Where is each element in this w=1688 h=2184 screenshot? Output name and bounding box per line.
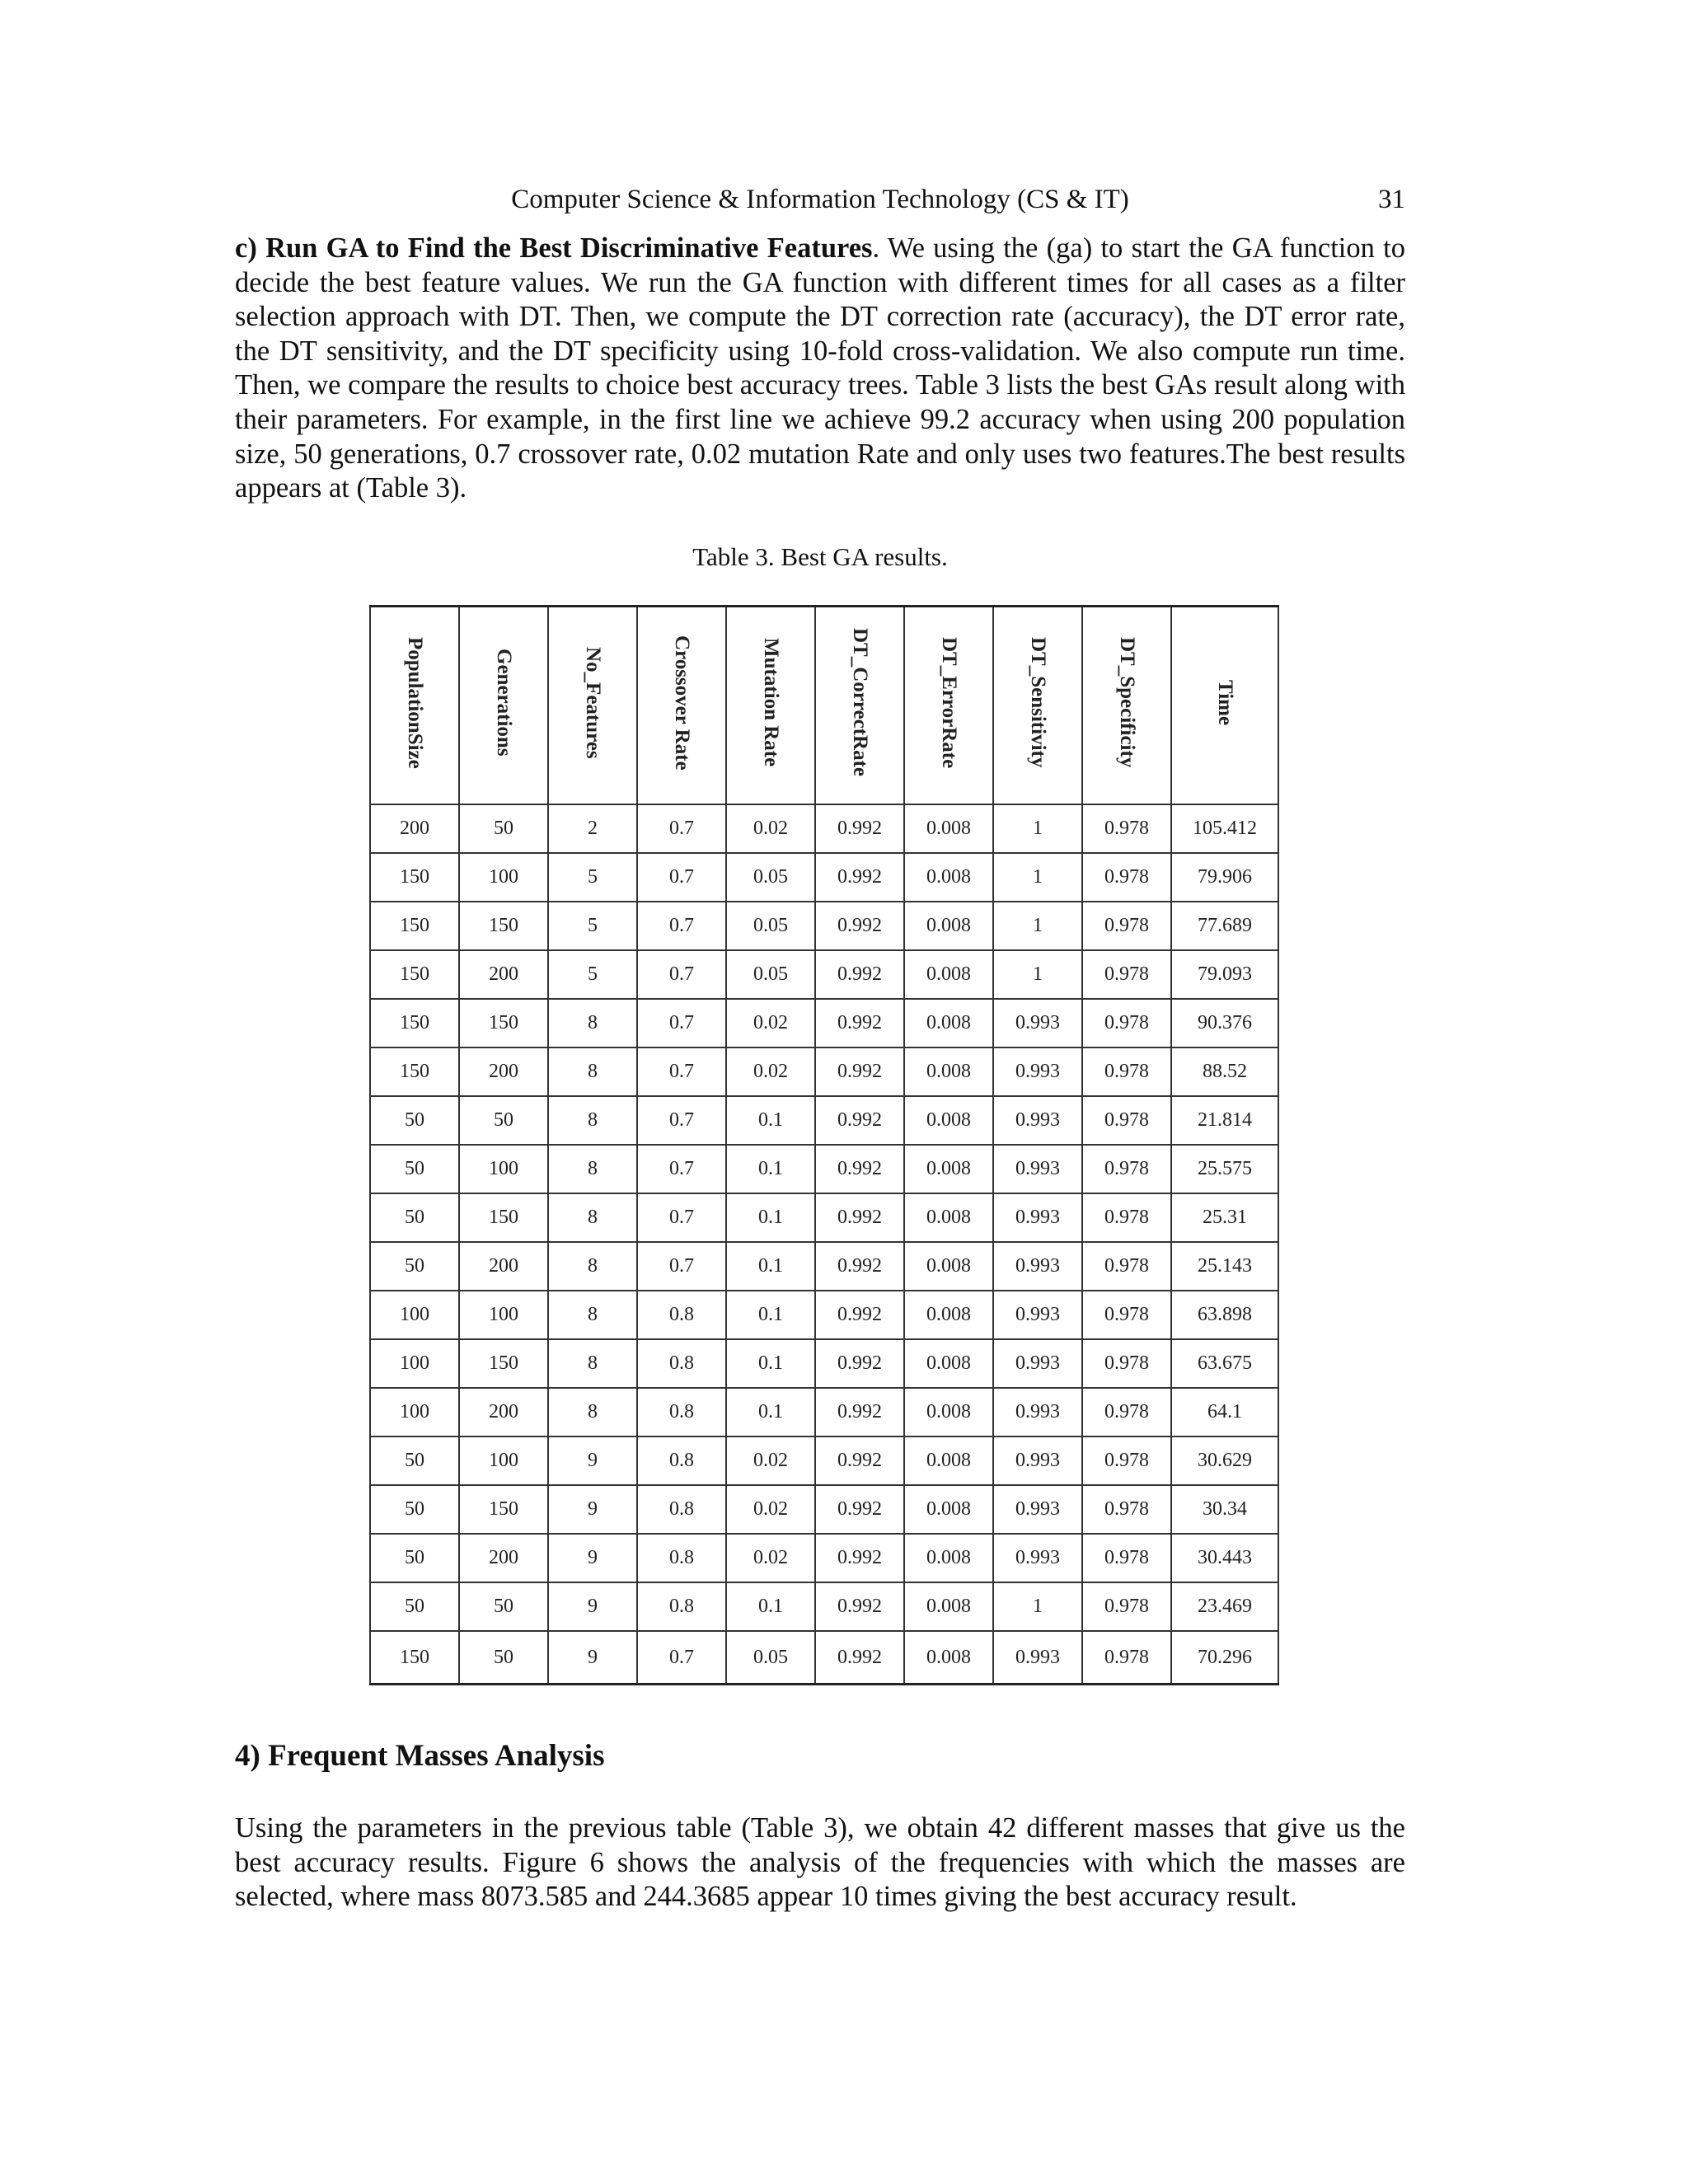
table-cell: 0.008 [904,1631,993,1685]
table-cell: 0.008 [904,1485,993,1534]
table-cell: 8 [548,1339,637,1388]
table-cell: 50 [459,1631,548,1685]
column-header-label: Mutation Rate [760,638,782,767]
table-cell: 0.8 [637,1534,726,1582]
table-cell: 0.992 [815,1582,904,1631]
table-cell: 23.469 [1171,1582,1278,1631]
table-cell: 0.008 [904,1047,993,1096]
table-cell: 0.978 [1082,1582,1171,1631]
column-header [548,607,637,805]
table-cell: 64.1 [1171,1388,1278,1436]
table-cell: 50 [459,804,548,853]
table-cell: 5 [548,853,637,902]
table-cell: 50 [459,1096,548,1145]
section-c-body: . We using the (ga) to start the GA function to decide the best feature values. We run the GA function with different times for all cases as a filter selection approach with DT. Then, we compute the DT correction rate (accuracy), the DT error rate, the DT sensitivity, and the DT specificity using 10-fold cross-validation. We also compute run time. Then, we compare the results to choice best accuracy trees. Table 3 lists the best GAs result along with their parameters. For example, in the first line we achieve 99.2 accuracy when using 200 population size, 50 generations, 0.7 crossover rate, 0.02 mutation Rate and only uses two features.The best results appears at (Table 3). [235,232,1405,504]
table-cell: 8 [548,1145,637,1193]
table-caption: Table 3. Best GA results. [692,542,948,571]
table-cell: 0.05 [726,902,815,950]
table-cell: 25.31 [1171,1193,1278,1242]
table-cell: 0.8 [637,1582,726,1631]
table-cell: 0.02 [726,1436,815,1485]
table-cell: 9 [548,1436,637,1485]
table-cell: 150 [370,999,459,1047]
table-cell: 0.7 [637,1145,726,1193]
table-cell: 100 [459,853,548,902]
table-cell: 0.7 [637,950,726,999]
table-cell: 1 [993,853,1082,902]
table-cell: 150 [459,1485,548,1534]
column-header [904,607,993,805]
table-cell: 0.1 [726,1291,815,1339]
table-cell: 0.978 [1082,1339,1171,1388]
table-cell: 9 [548,1534,637,1582]
column-header-label: Time [1214,679,1236,726]
running-header [235,181,1405,218]
page-number: 31 [1378,185,1405,214]
table-cell: 0.1 [726,1145,815,1193]
table-cell: 0.992 [815,1291,904,1339]
table-cell: 0.008 [904,1193,993,1242]
table-cell: 0.1 [726,1242,815,1291]
table-cell: 0.7 [637,853,726,902]
section-heading: 4) Frequent Masses Analysis [235,1739,605,1773]
table-cell: 8 [548,1242,637,1291]
table-cell: 0.978 [1082,999,1171,1047]
table-cell: 0.992 [815,1436,904,1485]
table-cell: 0.978 [1082,1388,1171,1436]
table-cell: 0.978 [1082,1096,1171,1145]
table-cell: 2 [548,804,637,853]
table-cell: 150 [370,853,459,902]
table-cell: 5 [548,950,637,999]
table-cell: 0.8 [637,1291,726,1339]
table-cell: 1 [993,950,1082,999]
table-cell: 150 [459,1339,548,1388]
table-cell: 0.008 [904,999,993,1047]
table-cell: 0.008 [904,1534,993,1582]
table-cell: 9 [548,1631,637,1685]
table-cell: 0.008 [904,1242,993,1291]
table-cell: 0.993 [993,999,1082,1047]
table-cell: 0.02 [726,1485,815,1534]
table-cell: 0.992 [815,999,904,1047]
table-cell: 0.05 [726,950,815,999]
table-row [370,1436,1278,1485]
table-cell: 79.093 [1171,950,1278,999]
column-header-label: PopulationSize [404,636,426,769]
table-cell: 0.992 [815,1096,904,1145]
table-cell: 150 [459,1193,548,1242]
table-cell: 30.443 [1171,1534,1278,1582]
table-cell: 1 [993,1582,1082,1631]
table-cell: 0.1 [726,1388,815,1436]
table-cell: 150 [370,1631,459,1685]
table-cell: 0.008 [904,1096,993,1145]
table-cell: 5 [548,902,637,950]
table-cell: 8 [548,1096,637,1145]
table-cell: 90.376 [1171,999,1278,1047]
table-cell: 0.1 [726,1096,815,1145]
table-cell: 25.143 [1171,1242,1278,1291]
table-cell: 0.7 [637,902,726,950]
table-cell: 0.992 [815,804,904,853]
table-cell: 79.906 [1171,853,1278,902]
table-cell: 0.02 [726,1047,815,1096]
table-cell: 30.629 [1171,1436,1278,1485]
table-cell: 9 [548,1485,637,1534]
table-row [370,1096,1278,1145]
table-cell: 200 [459,1388,548,1436]
table-cell: 0.992 [815,950,904,999]
table-row [370,1339,1278,1388]
table-cell: 0.008 [904,804,993,853]
table-cell: 200 [459,1242,548,1291]
table-body [370,804,1278,1685]
table-cell: 0.008 [904,1582,993,1631]
table-cell: 8 [548,1388,637,1436]
table-row [370,804,1278,853]
column-header-label: DT_Specificity [1116,637,1138,768]
table-row [370,853,1278,902]
table-cell: 0.978 [1082,950,1171,999]
column-header [370,607,459,805]
table-cell: 50 [370,1436,459,1485]
table-cell: 100 [459,1291,548,1339]
table-row [370,902,1278,950]
table-cell: 77.689 [1171,902,1278,950]
table-cell: 50 [370,1534,459,1582]
table-row [370,999,1278,1047]
table-cell: 8 [548,1047,637,1096]
table-cell: 0.008 [904,1145,993,1193]
table-cell: 0.992 [815,853,904,902]
table-cell: 0.7 [637,804,726,853]
table-cell: 0.008 [904,950,993,999]
table-cell: 63.675 [1171,1339,1278,1388]
table-cell: 0.992 [815,1193,904,1242]
table-cell: 0.993 [993,1436,1082,1485]
table-row [370,950,1278,999]
column-header-label: Crossover Rate [671,635,693,771]
table-cell: 0.978 [1082,1193,1171,1242]
column-header-label: No_Features [582,646,604,759]
table-cell: 0.993 [993,1631,1082,1685]
column-header [1082,607,1171,805]
table-cell: 0.992 [815,902,904,950]
table-cell: 0.008 [904,902,993,950]
table-cell: 0.993 [993,1047,1082,1096]
table-cell: 8 [548,1193,637,1242]
column-header [815,607,904,805]
table-cell: 0.7 [637,1631,726,1685]
table-cell: 25.575 [1171,1145,1278,1193]
table-cell: 50 [370,1242,459,1291]
table-cell: 70.296 [1171,1631,1278,1685]
section-4-paragraph: Using the parameters in the previous table (Table 3), we obtain 42 different masses that give us the best accuracy results. Figure 6 shows the analysis of the frequencies with which the masses are selected, where mass 8073.585 and 244.3685 appear 10 times giving the best accuracy result. [235,1812,1405,1913]
table-cell: 0.7 [637,1096,726,1145]
table-cell: 0.993 [993,1096,1082,1145]
table-cell: 0.8 [637,1485,726,1534]
table-cell: 0.978 [1082,1047,1171,1096]
column-header [726,607,815,805]
table-cell: 0.1 [726,1339,815,1388]
table-row [370,1145,1278,1193]
table-cell: 0.8 [637,1388,726,1436]
column-header [1171,607,1278,805]
table-cell: 0.992 [815,1534,904,1582]
table-cell: 30.34 [1171,1485,1278,1534]
table-cell: 21.814 [1171,1096,1278,1145]
table-cell: 100 [370,1388,459,1436]
table-cell: 50 [370,1485,459,1534]
table-cell: 0.978 [1082,804,1171,853]
table-cell: 0.993 [993,1145,1082,1193]
table-cell: 0.978 [1082,853,1171,902]
table-cell: 0.992 [815,1388,904,1436]
table-cell: 0.992 [815,1485,904,1534]
table-cell: 0.8 [637,1436,726,1485]
table-cell: 0.02 [726,804,815,853]
table-cell: 0.7 [637,999,726,1047]
table-cell: 0.1 [726,1582,815,1631]
table-cell: 0.993 [993,1193,1082,1242]
table-cell: 8 [548,999,637,1047]
column-header [993,607,1082,805]
table-cell: 0.992 [815,1631,904,1685]
table-cell: 100 [370,1339,459,1388]
table-cell: 150 [459,999,548,1047]
table-cell: 50 [370,1096,459,1145]
table-row [370,1291,1278,1339]
section-c-paragraph [235,232,1405,506]
table-cell: 0.993 [993,1291,1082,1339]
table-cell: 0.993 [993,1242,1082,1291]
section-c-lead: c) Run GA to Find the Best Discriminative Features [235,232,873,264]
table-cell: 0.993 [993,1339,1082,1388]
table-cell: 50 [459,1582,548,1631]
table-cell: 150 [370,902,459,950]
table-cell: 0.978 [1082,902,1171,950]
table-row [370,1582,1278,1631]
column-header [637,607,726,805]
table-cell: 200 [459,950,548,999]
results-table [369,605,1279,1685]
table-cell: 0.978 [1082,1631,1171,1685]
column-header-label: DT_Sensitivity [1027,637,1049,768]
table-cell: 0.008 [904,853,993,902]
table-cell: 0.02 [726,1534,815,1582]
table-cell: 150 [370,950,459,999]
table-cell: 0.02 [726,999,815,1047]
table-cell: 0.992 [815,1339,904,1388]
table-cell: 0.993 [993,1534,1082,1582]
table-cell: 88.52 [1171,1047,1278,1096]
table-cell: 50 [370,1582,459,1631]
table-cell: 0.7 [637,1242,726,1291]
table-cell: 0.978 [1082,1534,1171,1582]
table-cell: 200 [459,1047,548,1096]
table-cell: 50 [370,1193,459,1242]
table-row [370,1631,1278,1685]
table-cell: 150 [370,1047,459,1096]
table-cell: 0.008 [904,1339,993,1388]
table-cell: 9 [548,1582,637,1631]
table-cell: 0.008 [904,1436,993,1485]
column-header-label: Generations [493,649,515,757]
table-cell: 0.992 [815,1047,904,1096]
table-row [370,1193,1278,1242]
table-cell: 200 [459,1534,548,1582]
table-row [370,1047,1278,1096]
table-cell: 150 [459,902,548,950]
table-cell: 0.978 [1082,1436,1171,1485]
table-cell: 200 [370,804,459,853]
table-cell: 0.992 [815,1242,904,1291]
running-title: Computer Science & Information Technology (CS & IT) [511,185,1129,214]
table-cell: 0.993 [993,1388,1082,1436]
table-cell: 0.992 [815,1145,904,1193]
table-cell: 0.993 [993,1485,1082,1534]
table-cell: 0.7 [637,1047,726,1096]
table-cell: 0.978 [1082,1291,1171,1339]
table-cell: 63.898 [1171,1291,1278,1339]
table-header-row [370,607,1278,805]
table-cell: 1 [993,804,1082,853]
table-cell: 1 [993,902,1082,950]
column-header [459,607,548,805]
table-cell: 100 [459,1145,548,1193]
table-cell: 0.05 [726,1631,815,1685]
table-cell: 0.008 [904,1388,993,1436]
table-row [370,1534,1278,1582]
table-cell: 100 [370,1291,459,1339]
column-header-label: DT_CorrectRate [849,628,871,777]
table-cell: 8 [548,1291,637,1339]
table-row [370,1242,1278,1291]
results-table-wrap [369,605,1279,1685]
table-row [370,1388,1278,1436]
table-cell: 0.05 [726,853,815,902]
table-cell: 0.7 [637,1193,726,1242]
column-header-label: DT_ErrorRate [938,636,960,769]
table-cell: 105.412 [1171,804,1278,853]
table-cell: 0.978 [1082,1485,1171,1534]
table-cell: 0.978 [1082,1242,1171,1291]
table-cell: 100 [459,1436,548,1485]
table-cell: 0.8 [637,1339,726,1388]
table-cell: 0.978 [1082,1145,1171,1193]
table-cell: 0.008 [904,1291,993,1339]
table-cell: 50 [370,1145,459,1193]
table-cell: 0.1 [726,1193,815,1242]
table-row [370,1485,1278,1534]
